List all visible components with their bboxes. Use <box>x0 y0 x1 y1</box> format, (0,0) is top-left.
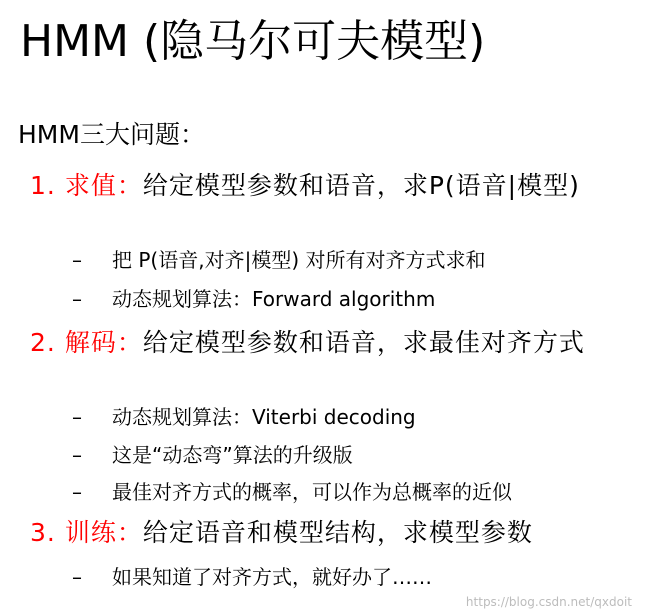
bullet-dash: – <box>72 287 82 311</box>
watermark: https://blog.csdn.net/qxdoit <box>465 595 632 609</box>
bullet-dash: – <box>72 405 82 429</box>
question-3-number: 3. <box>30 518 56 547</box>
subpoint-text: 动态规划算法：Viterbi decoding <box>112 405 416 429</box>
list-item <box>72 562 432 592</box>
slide-title: HMM (隐马尔可夫模型) <box>20 16 486 67</box>
subpoint-text: 最佳对齐方式的概率，可以作为总概率的近似 <box>112 480 512 504</box>
bullet-dash: – <box>72 248 82 272</box>
question-1-name: 求值： <box>64 171 143 200</box>
subpoint-text: 这是“动态弯”算法的升级版 <box>112 443 353 467</box>
question-2 <box>30 326 640 360</box>
subpoint-text: 把 P(语音,对齐|模型) 对所有对齐方式求和 <box>112 248 486 272</box>
list-item <box>72 402 416 432</box>
question-1-number: 1. <box>30 171 56 200</box>
question-1-text: 给定模型参数和语音，求P(语音|模型) <box>142 171 580 200</box>
question-1 <box>30 169 640 203</box>
bullet-dash: – <box>72 565 82 589</box>
subpoint-text: 如果知道了对齐方式，就好办了…… <box>112 565 432 589</box>
subpoint-text: 动态规划算法：Forward algorithm <box>112 287 436 311</box>
list-item <box>72 245 486 275</box>
list-item <box>72 477 512 507</box>
list-item <box>72 284 436 314</box>
bullet-dash: – <box>72 480 82 504</box>
bullet-dash: – <box>72 443 82 467</box>
question-2-number: 2. <box>30 328 56 357</box>
list-item <box>72 440 353 470</box>
intro-line: HMM三大问题： <box>18 120 205 149</box>
question-2-name: 解码： <box>64 328 143 357</box>
question-2-text: 给定模型参数和语音，求最佳对齐方式 <box>142 328 585 357</box>
question-3-text: 给定语音和模型结构，求模型参数 <box>142 518 533 547</box>
question-3-name: 训练： <box>64 518 143 547</box>
question-3 <box>30 516 640 550</box>
